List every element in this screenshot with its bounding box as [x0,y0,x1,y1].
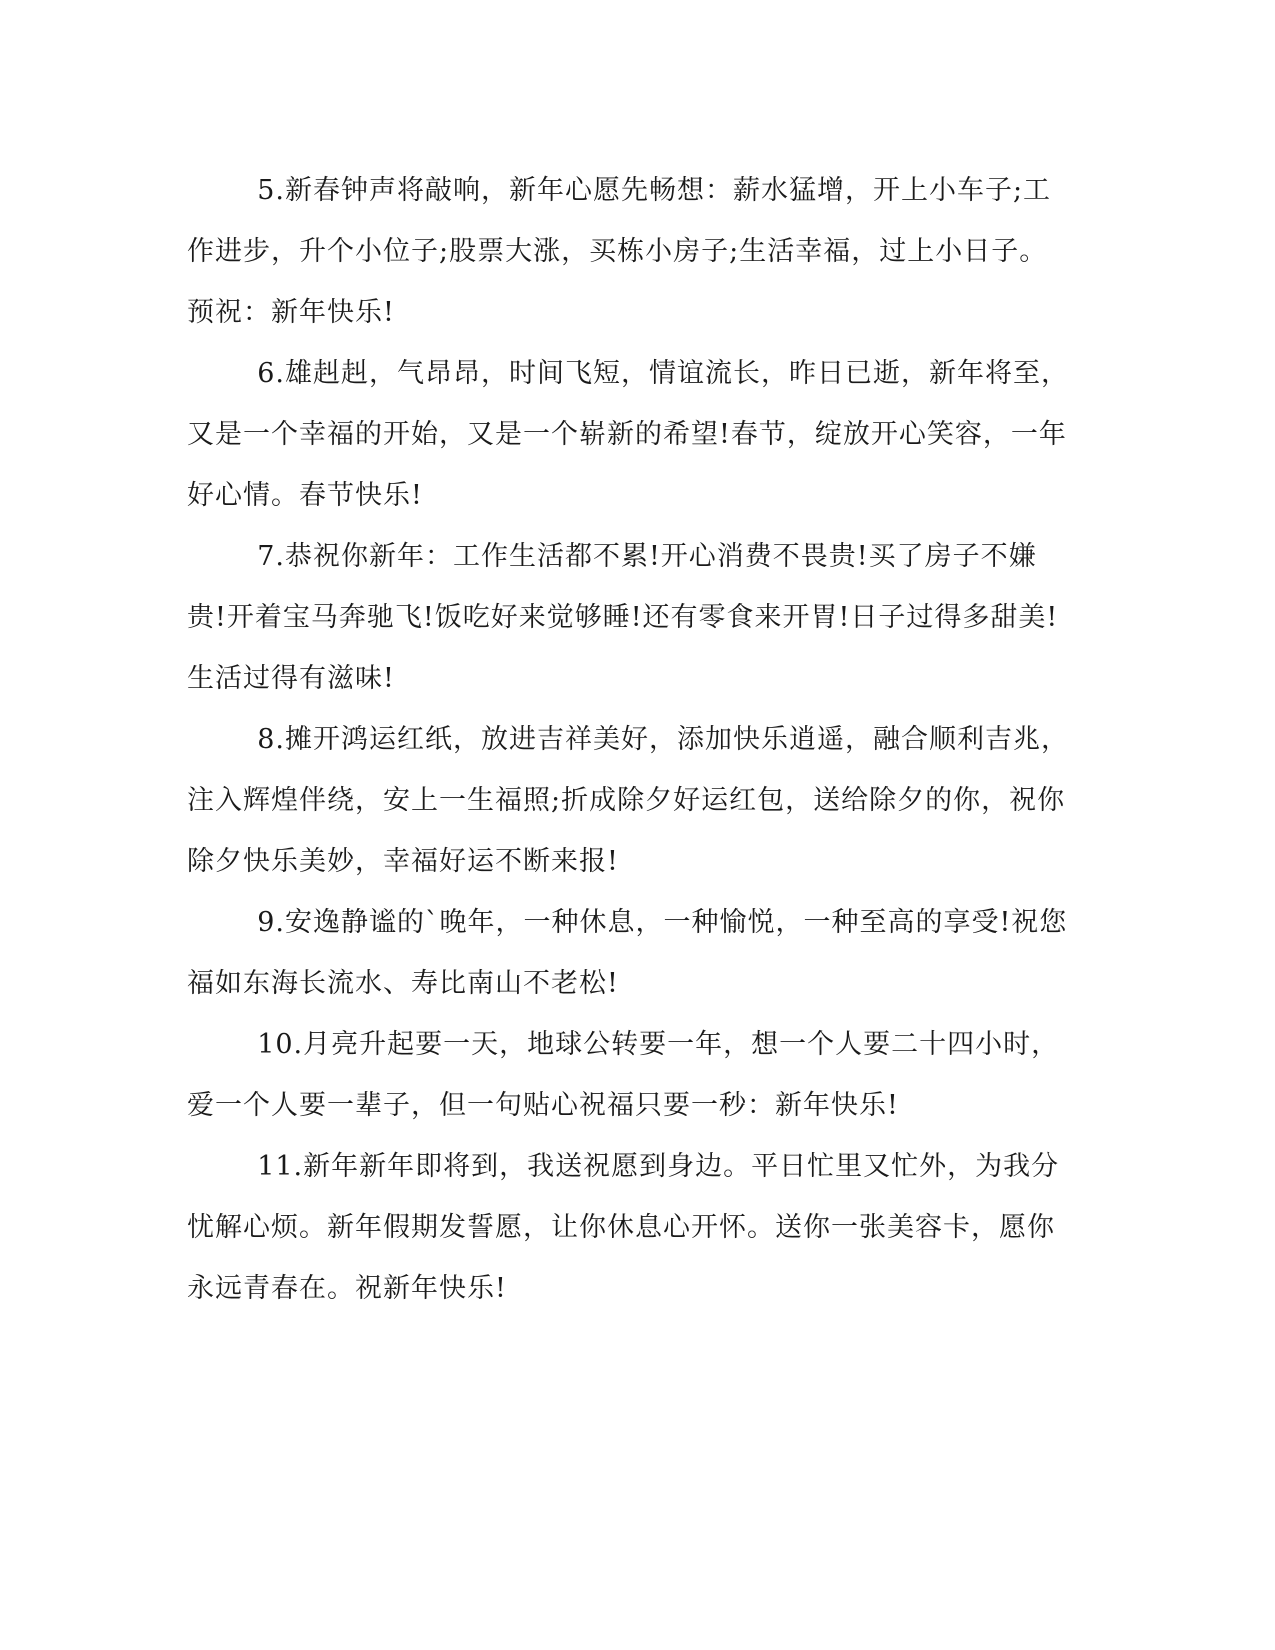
paragraph-6: 6.雄赳赳，气昂昂，时间飞短，情谊流长，昨日已逝，新年将至，又是一个幸福的开始，又是一个崭新的希望!春节，绽放开心笑容，一年好心情。春节快乐! [187,358,1069,511]
paragraph-9: 9.安逸静谧的`晚年，一种休息，一种愉悦，一种至高的享受!祝您福如东海长流水、寿比南山不老松! [187,907,1068,999]
paragraph-11: 11.新年新年即将到，我送祝愿到身边。平日忙里又忙外，为我分忧解心烦。新年假期发誓愿，让你休息心开怀。送你一张美容卡，愿你永远青春在。祝新年快乐! [187,1151,1060,1304]
paragraph-10: 10.月亮升起要一天，地球公转要一年，想一个人要二十四小时，爱一个人要一辈子，但一句贴心祝福只要一秒：新年快乐! [187,1029,1060,1121]
paragraph-5: 5.新春钟声将敲响，新年心愿先畅想：薪水猛增，开上小车子;工作进步，升个小位子;股票大涨，买栋小房子;生活幸福，过上小日子。预祝：新年快乐! [187,175,1052,328]
document-body [187,160,1072,1319]
paragraph-7: 7.恭祝你新年：工作生活都不累!开心消费不畏贵!买了房子不嫌贵!开着宝马奔驰飞!饭吃好来觉够睡!还有零食来开胃!日子过得多甜美!生活过得有滋味! [187,541,1059,694]
paragraph-8: 8.摊开鸿运红纸，放进吉祥美好，添加快乐逍遥，融合顺利吉兆，注入辉煌伴绕，安上一生福照;折成除夕好运红包，送给除夕的你，祝你除夕快乐美妙，幸福好运不断来报! [187,724,1069,877]
